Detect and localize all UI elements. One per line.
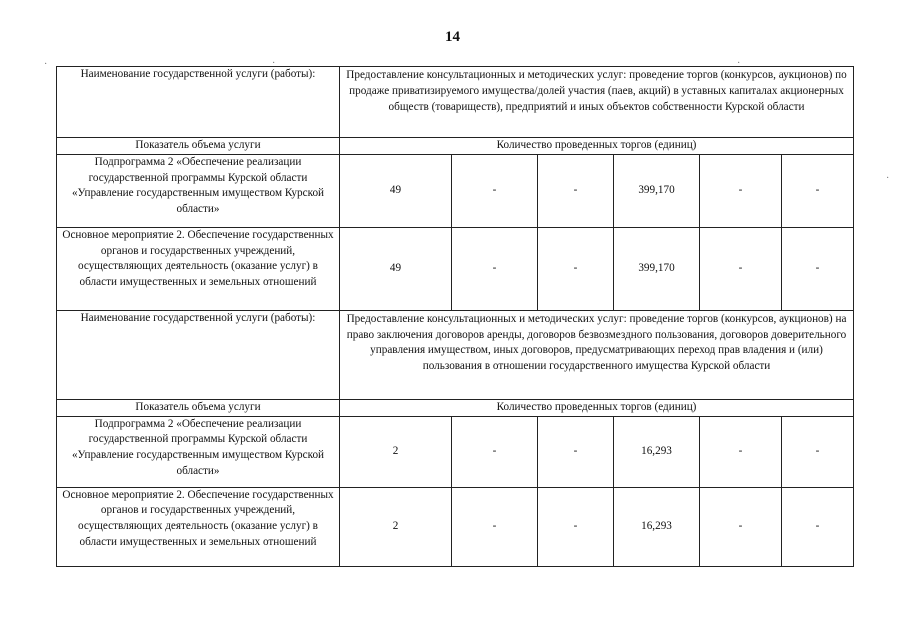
- row-label: Подпрограмма 2 «Обеспечение реализации государственной программы Курской области «Управление государственным имуществом Курской области»: [57, 154, 340, 227]
- value-cell: -: [538, 227, 614, 310]
- value-cell: 49: [340, 227, 452, 310]
- table-row: [57, 154, 854, 227]
- scan-mark: ·: [44, 59, 48, 70]
- row-label: Подпрограмма 2 «Обеспечение реализации государственной программы Курской области «Управление государственным имуществом Курской области»: [57, 416, 340, 487]
- value-cell: 49: [340, 154, 452, 227]
- scan-mark: ·: [737, 58, 741, 69]
- value-cell: -: [782, 487, 854, 566]
- service-name-label: Наименование государственной услуги (работы):: [57, 310, 340, 399]
- value-cell: 16,293: [614, 487, 700, 566]
- table-row: [57, 416, 854, 487]
- value-cell: -: [700, 227, 782, 310]
- value-cell: -: [452, 487, 538, 566]
- indicator-row: [57, 399, 854, 416]
- value-cell: -: [538, 154, 614, 227]
- value-cell: -: [452, 154, 538, 227]
- indicator-label: Показатель объема услуги: [57, 399, 340, 416]
- value-cell: -: [452, 227, 538, 310]
- table-row: [57, 487, 854, 566]
- value-cell: -: [700, 487, 782, 566]
- service-name-row: [57, 310, 854, 399]
- value-cell: 399,170: [614, 227, 700, 310]
- value-cell: -: [538, 416, 614, 487]
- service-name-row: [57, 67, 854, 138]
- row-label: Основное мероприятие 2. Обеспечение государственных органов и государственных учреждений, осуществляющих деятельность (оказание услуг) в области имущественных и земельных отношений: [57, 487, 340, 566]
- table-row: [57, 227, 854, 310]
- value-cell: -: [782, 154, 854, 227]
- service-name-value: Предоставление консультационных и методических услуг: проведение торгов (конкурсов, аукционов) на право заключения договоров аренды, договоров безвозмездного пользования, договоров доверительного управления имуществом, иных договоров, предусматривающих переход прав владения и (или) пользования в отношении государственного имущества Курской области: [340, 310, 854, 399]
- value-cell: 2: [340, 416, 452, 487]
- row-label: Основное мероприятие 2. Обеспечение государственных органов и государственных учреждений, осуществляющих деятельность (оказание услуг) в области имущественных и земельных отношений: [57, 227, 340, 310]
- value-cell: -: [538, 487, 614, 566]
- value-cell: 16,293: [614, 416, 700, 487]
- value-cell: 2: [340, 487, 452, 566]
- value-cell: -: [700, 416, 782, 487]
- value-cell: -: [700, 154, 782, 227]
- indicator-row: [57, 138, 854, 155]
- service-name-label: Наименование государственной услуги (работы):: [57, 67, 340, 138]
- indicator-value: Количество проведенных торгов (единиц): [340, 138, 854, 155]
- page-number: 14: [445, 29, 460, 45]
- services-table: [56, 66, 854, 567]
- scan-mark: ·: [886, 173, 890, 184]
- value-cell: -: [782, 227, 854, 310]
- value-cell: -: [452, 416, 538, 487]
- indicator-label: Показатель объема услуги: [57, 138, 340, 155]
- indicator-value: Количество проведенных торгов (единиц): [340, 399, 854, 416]
- scan-mark: ·: [272, 58, 276, 69]
- service-name-value: Предоставление консультационных и методических услуг: проведение торгов (конкурсов, аукционов) по продаже приватизируемого имущества/долей участия (паев, акций) в уставных капиталах акционерных обществ (товариществ), предприятий и иных объектов собственности Курской области: [340, 67, 854, 138]
- value-cell: 399,170: [614, 154, 700, 227]
- value-cell: -: [782, 416, 854, 487]
